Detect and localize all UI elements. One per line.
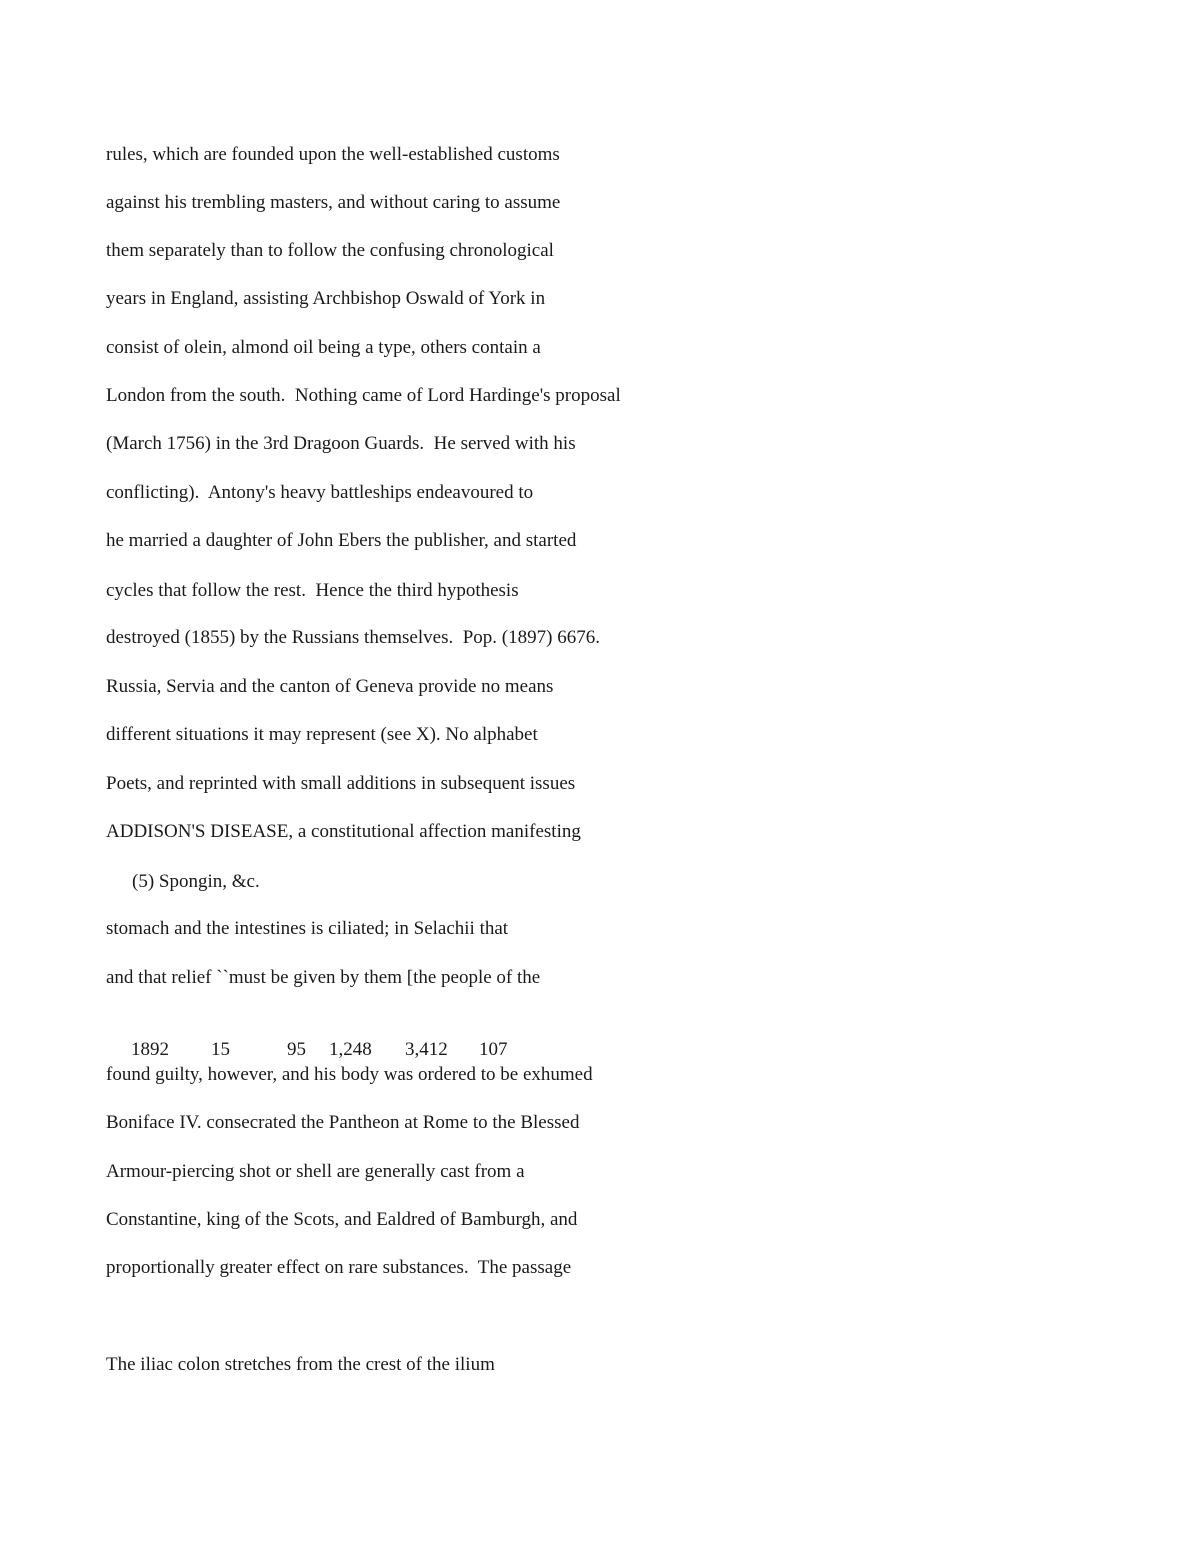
text-line: Poets, and reprinted with small additions in subsequent issues bbox=[106, 773, 576, 794]
text-line: them separately than to follow the confusing chronological bbox=[106, 240, 554, 261]
table-row bbox=[106, 1014, 519, 1060]
text-line: (March 1756) in the 3rd Dragoon Guards. He served with his bbox=[106, 433, 576, 454]
text-line: found guilty, however, and his body was ordered to be exhumed bbox=[106, 1064, 593, 1085]
text-line: Russia, Servia and the canton of Geneva provide no means bbox=[106, 676, 554, 697]
text-line: (5) Spongin, &c. bbox=[132, 871, 260, 892]
text-line: rules, which are founded upon the well-established customs bbox=[106, 144, 560, 165]
text-line: consist of olein, almond oil being a type, others contain a bbox=[106, 337, 541, 358]
text-line: and that relief ``must be given by them [the people of the bbox=[106, 967, 541, 988]
text-line: Constantine, king of the Scots, and Ealdred of Bamburgh, and bbox=[106, 1209, 578, 1230]
table-cell: 3,412 bbox=[405, 1039, 448, 1060]
text-line: stomach and the intestines is ciliated; in Selachii that bbox=[106, 918, 509, 939]
table-cell: 95 bbox=[287, 1039, 306, 1060]
text-line: different situations it may represent (see X). No alphabet bbox=[106, 724, 538, 745]
text-line: proportionally greater effect on rare substances. The passage bbox=[106, 1257, 572, 1278]
text-line: London from the south. Nothing came of Lord Hardinge's proposal bbox=[106, 385, 621, 406]
text-line: ADDISON'S DISEASE, a constitutional affection manifesting bbox=[106, 821, 581, 842]
table-cell: 107 bbox=[479, 1039, 508, 1060]
text-line: conflicting). Antony's heavy battleships endeavoured to bbox=[106, 482, 534, 503]
text-line: The iliac colon stretches from the crest of the ilium bbox=[106, 1354, 495, 1375]
table-cell: 1892 bbox=[131, 1039, 169, 1060]
text-line: against his trembling masters, and without caring to assume bbox=[106, 192, 561, 213]
text-line: destroyed (1855) by the Russians themselves. Pop. (1897) 6676. bbox=[106, 627, 600, 648]
text-line: cycles that follow the rest. Hence the third hypothesis bbox=[106, 580, 519, 601]
text-line: Boniface IV. consecrated the Pantheon at Rome to the Blessed bbox=[106, 1112, 580, 1133]
text-line: he married a daughter of John Ebers the publisher, and started bbox=[106, 530, 577, 551]
table-cell: 15 bbox=[211, 1039, 230, 1060]
table-cell: 1,248 bbox=[329, 1039, 372, 1060]
text-line: years in England, assisting Archbishop Oswald of York in bbox=[106, 288, 546, 309]
text-line: Armour-piercing shot or shell are generally cast from a bbox=[106, 1161, 525, 1182]
